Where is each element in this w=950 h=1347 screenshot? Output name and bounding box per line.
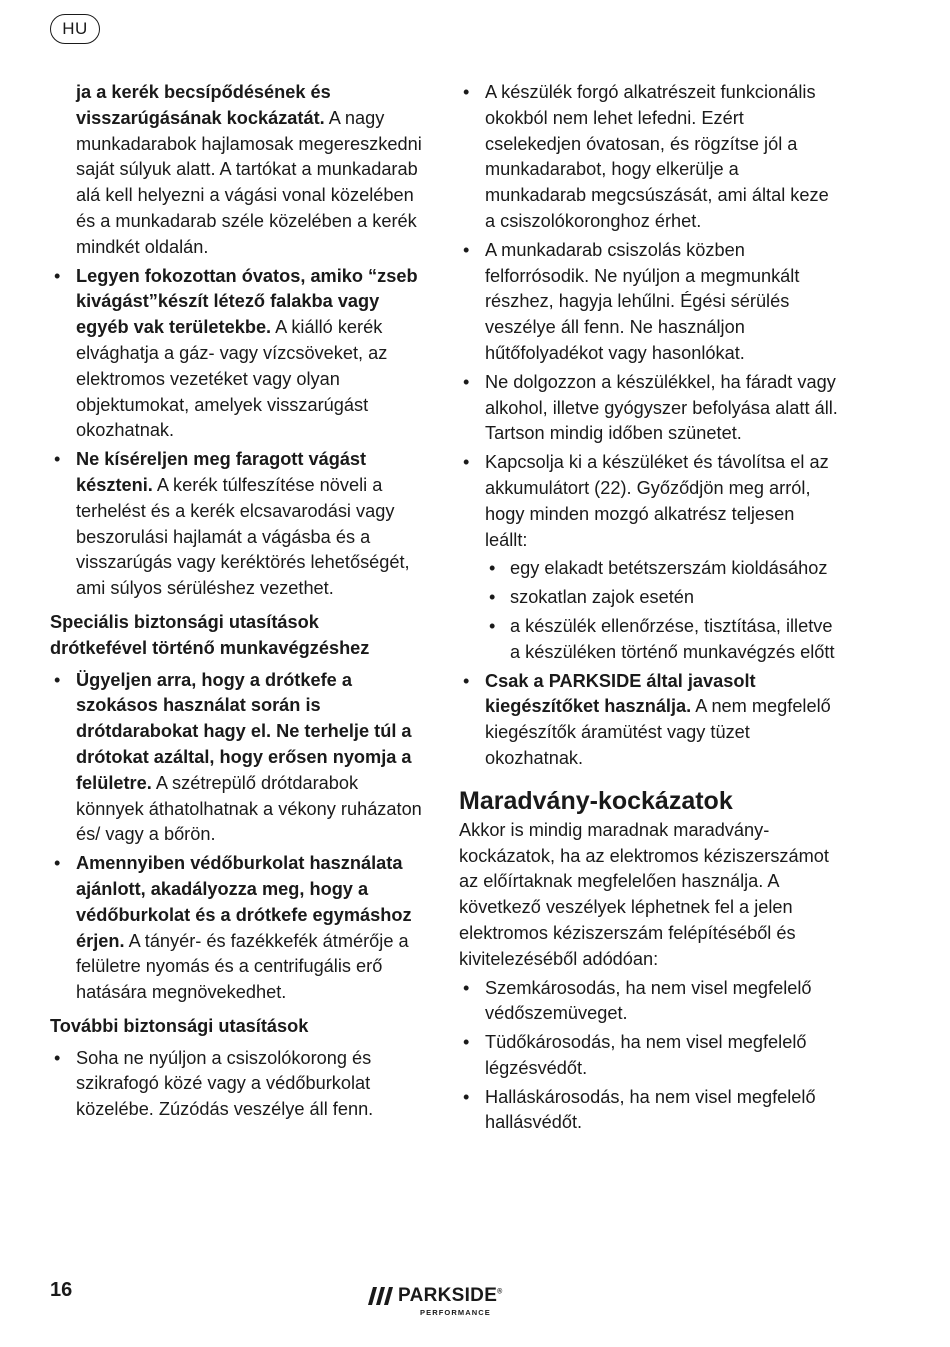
list-item (459, 1030, 839, 1082)
list-item (50, 1046, 425, 1123)
bullet-icon: • (463, 82, 470, 102)
item-text: Tüdőkárosodás, ha nem visel megfelelő légzésvédőt. (485, 1032, 807, 1078)
item-text: Kapcsolja ki a készüléket és távolítsa el az akkumulátort (22). Győződjön meg arról, hogy minden mozgó alkatrész teljesen leállt: (485, 452, 829, 550)
item-text: A készülék forgó alkatrészeit funkcionális okokból nem lehet lefedni. Ezért cselekedjen óvatosan, és rögzítse jól a munkadarabot, hogy elkerülje a munkadarab megcsúszását, ami által keze a csiszolókoronghoz érhet. (485, 82, 829, 231)
warning-text: A kiálló kerék elvághatja a gáz- vagy vízcsöveket, az elektromos vezetéket vagy olyan objektumokat, amelyek visszarúgást okozhatnak. (76, 317, 388, 441)
bullet-icon: • (463, 239, 470, 260)
bullet-icon: • (54, 265, 61, 286)
item-text: Ne dolgozzon a készülékkel, ha fáradt vagy alkohol, illetve gyógyszer befolyása alatt áll. Tartson mindig időben szünetet. (485, 371, 838, 444)
subheading-wire-brush: Speciális biztonsági utasítások drótkefével történő munkavégzéshez (50, 611, 370, 658)
left-column (50, 80, 425, 1126)
sub-list-item (459, 614, 839, 666)
language-badge: HU (50, 14, 100, 44)
item-text: szokatlan zajok esetén (510, 587, 695, 608)
list-item (459, 238, 839, 367)
brand-subtitle: PERFORMANCE (420, 1308, 491, 1317)
list-item (459, 80, 839, 235)
item-text: Halláskárosodás, ha nem visel megfelelő hallásvédőt. (485, 1086, 816, 1133)
item-text: egy elakadt betétszerszám kioldásához (510, 558, 828, 579)
bullet-icon: • (489, 615, 496, 636)
warning-bold: Legyen fokozottan óvatos, amiko “zseb kivágást”készít létező falakba vagy egyéb vak területekbe. (76, 265, 418, 338)
list-item (459, 976, 839, 1028)
list-item (50, 668, 425, 849)
right-column (459, 80, 839, 1139)
list-item (50, 851, 425, 1006)
list-item (50, 447, 425, 602)
warning-text: A nem megfelelő kiegészítők áramütést vagy tüzet okozhatnak. (485, 696, 831, 768)
item-text: a készülék ellenőrzése, tisztítása, illetve a készüléken történő munkavégzés előtt (510, 615, 835, 662)
list-item (459, 370, 839, 447)
item-text: Szemkárosodás, ha nem visel megfelelő védőszemüveget. (485, 977, 812, 1024)
bullet-icon: • (463, 452, 470, 473)
bullet-icon: • (54, 853, 61, 874)
bullet-icon: • (463, 1032, 470, 1053)
section-paragraph: Akkor is mindig maradnak maradvány-kockázatok, ha az elektromos kéziszerszámot az előírtaknak megfelelően használja. A következő veszélyek léphetnek fel a jelen elektromos kéziszerszám felépítéséből és kivitelezéséből adódóan: (459, 819, 829, 969)
list-item (50, 264, 425, 445)
bullet-icon: • (463, 371, 470, 392)
item-text: Soha ne nyúljon a csiszolókorong és szikrafogó közé vagy a védőburkolat közelébe. Zúzódás veszélye áll fenn. (76, 1047, 374, 1120)
bullet-icon: • (54, 1047, 61, 1068)
warning-bold: Csak a PARKSIDE által javasolt kiegészítőket használja. (485, 670, 756, 717)
bullet-icon: • (463, 977, 470, 998)
list-item-continued (50, 80, 425, 261)
warning-bold: Amennyiben védőburkolat használata ajánlott, akadályozza meg, hogy a védőburkolat és a drótkefe egymáshoz érjen. (76, 853, 412, 951)
sub-list-item (459, 585, 839, 611)
list-item (459, 669, 839, 772)
list-item (459, 450, 839, 553)
bullet-icon: • (489, 558, 496, 579)
bullet-icon: • (54, 449, 61, 470)
warning-bold: ja a kerék becsípődésének és visszarúgásának kockázatát. (76, 82, 331, 128)
warning-bold: Ne kíséreljen meg faragott vágást készteni. (76, 449, 367, 495)
warning-text: A nagy munkadarabok hajlamosak megereszkedni saját súlyuk alatt. A tartókat a munkadarab alá kell helyezni a vágási vonal közelében és a munkadarab széle közelében a kerék mindkét oldalán. (76, 107, 422, 257)
bullet-icon: • (463, 670, 470, 691)
brand-logo (368, 1285, 518, 1321)
bullet-icon: • (489, 587, 496, 608)
section-title: Maradvány-kockázatok (459, 786, 733, 815)
list-item (459, 1085, 839, 1137)
warning-text: A kerék túlfeszítése növeli a terhelést és a kerék elcsavarodási vagy beszorulási hajlamát a vágásba és a visszarúgás vagy keréktörés lehetőségét, ami súlyos sérüléshez vezethet. (76, 474, 410, 599)
item-text: A munkadarab csiszolás közben felforrósodik. Ne nyúljon a megmunkált részhez, hagyja lehűlni. Égési sérülés veszélye áll fenn. Ne használjon hűtőfolyadékot vagy hasonlókat. (485, 239, 800, 363)
subheading-further-safety: További biztonsági utasítások (50, 1015, 309, 1036)
sub-list-item (459, 556, 839, 582)
warning-text: A tányér- és fazékkefék átmérője a felületre nyomás és a centrifugális erő hatására megnövekedhet. (76, 930, 409, 1003)
warning-text: A szétrepülő drótdarabok könnyek áthatolhatnak a vékony ruházaton és/ vagy a bőrön. (76, 772, 422, 845)
stripes-icon (368, 1287, 394, 1305)
bullet-icon: • (54, 669, 61, 690)
bullet-icon: • (463, 1086, 470, 1107)
page-number: 16 (50, 1279, 73, 1301)
brand-name: PARKSIDE® (398, 1285, 503, 1306)
warning-bold: Ügyeljen arra, hogy a drótkefe a szokásos használat során is drótdarabokat hagy el. Ne terhelje túl a drótokat azáltal, hogy erősen nyomja a felületre. (76, 669, 412, 793)
